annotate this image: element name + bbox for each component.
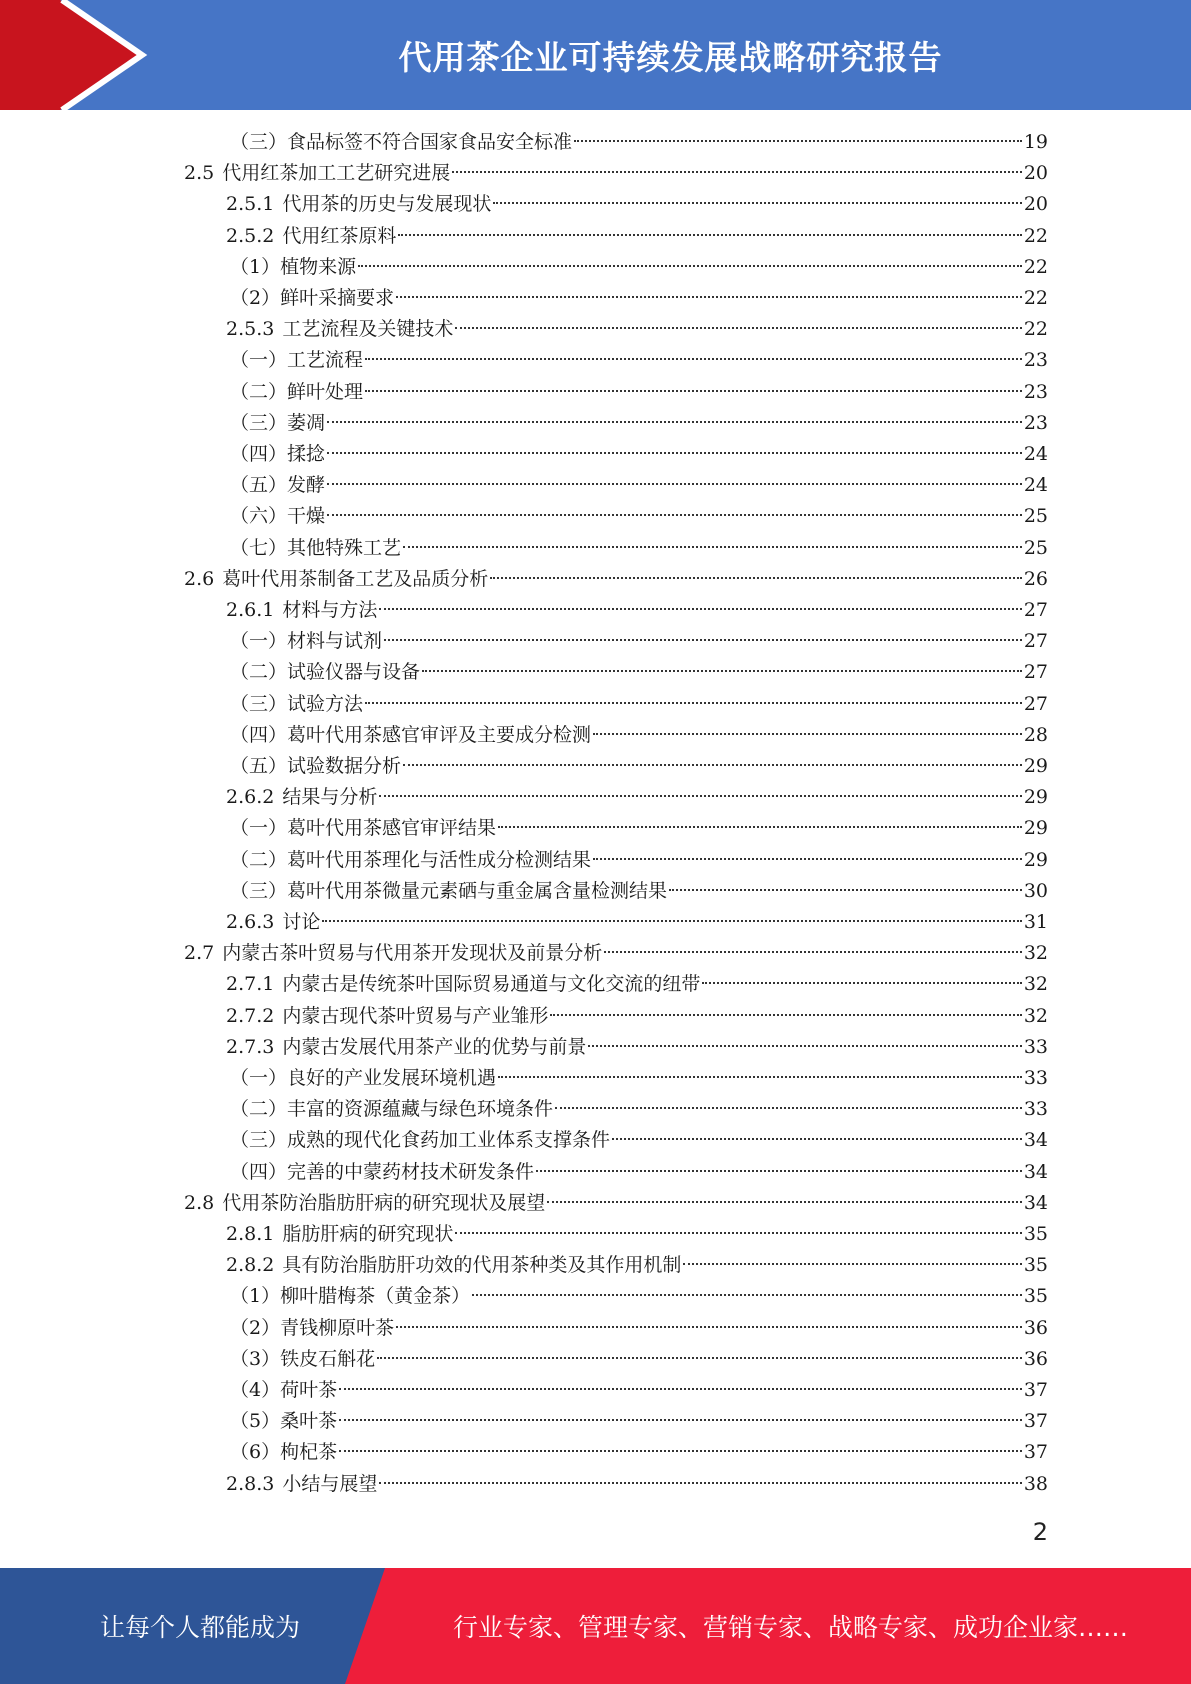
toc-entry-title: 代用红茶加工工艺研究进展 — [222, 162, 451, 185]
toc-entry-page: 22 — [1023, 255, 1048, 278]
toc-entry-title: 结果与分析 — [282, 786, 378, 809]
toc-entry-number: 2.8.2 — [226, 1254, 275, 1277]
toc-dot-leader — [490, 577, 1022, 579]
toc-entry-number: 2.5.2 — [226, 224, 275, 247]
toc-entry-page: 34 — [1023, 1129, 1048, 1152]
toc-entry[interactable] — [230, 1157, 1048, 1188]
toc-entry-number: 2.7.2 — [226, 1004, 275, 1027]
toc-dot-leader — [555, 1107, 1022, 1109]
toc-entry-title: （2）鲜叶采摘要求 — [230, 287, 395, 309]
toc-entry-page: 24 — [1023, 443, 1048, 465]
toc-dot-leader — [403, 546, 1022, 548]
toc-entry-page: 29 — [1023, 817, 1048, 840]
toc-entry-page: 37 — [1023, 1410, 1048, 1433]
toc-entry-page: 22 — [1023, 224, 1048, 247]
toc-entry-title: 内蒙古是传统茶叶国际贸易通道与文化交流的纽带 — [282, 973, 701, 996]
toc-entry-title: （七）其他特殊工艺 — [230, 536, 402, 559]
toc-entry-title: 具有防治脂肪肝功效的代用茶种类及其作用机制 — [282, 1254, 682, 1277]
toc-dot-leader — [327, 483, 1022, 485]
toc-dot-leader — [365, 702, 1022, 704]
toc-dot-leader — [550, 1014, 1021, 1016]
toc-entry-page: 22 — [1023, 287, 1048, 309]
toc-entry-page: 27 — [1023, 661, 1048, 684]
toc-entry[interactable] — [230, 626, 1048, 657]
toc-dot-leader — [536, 1170, 1022, 1172]
toc-entry-title: 代用茶防治脂肪肝病的研究现状及展望 — [222, 1191, 546, 1214]
toc-entry-page: 31 — [1023, 911, 1048, 933]
toc-entry-page: 29 — [1023, 786, 1048, 809]
toc-dot-leader — [339, 1419, 1022, 1421]
toc-dot-leader — [498, 826, 1022, 828]
toc-entry-page: 24 — [1023, 474, 1048, 497]
toc-entry-page: 33 — [1023, 1035, 1048, 1058]
toc-entry-number: 2.7.3 — [226, 1035, 275, 1058]
toc-entry[interactable] — [184, 938, 1048, 969]
toc-entry-title: 材料与方法 — [282, 599, 378, 621]
toc-entry-page: 36 — [1023, 1316, 1048, 1339]
toc-entry-title: （五）发酵 — [230, 474, 326, 497]
footer-banner — [0, 1568, 1191, 1684]
toc-dot-leader — [422, 670, 1022, 672]
toc-entry-page: 37 — [1023, 1379, 1048, 1401]
toc-entry-title: （一）材料与试剂 — [230, 630, 383, 653]
toc-entry[interactable] — [230, 377, 1048, 408]
toc-dot-leader — [384, 639, 1022, 641]
toc-entry-page: 22 — [1023, 318, 1048, 341]
toc-dot-leader — [702, 982, 1021, 984]
toc-dot-leader — [472, 1294, 1022, 1296]
toc-dot-leader — [669, 889, 1022, 891]
toc-entry[interactable] — [230, 252, 1048, 283]
toc-dot-leader — [612, 1138, 1022, 1140]
toc-entry-page: 25 — [1023, 536, 1048, 559]
toc-entry-page: 27 — [1023, 630, 1048, 653]
toc-entry-title: （三）食品标签不符合国家食品安全标准 — [230, 131, 573, 153]
toc-entry-title: （三）试验方法 — [230, 692, 364, 715]
toc-entry-title: （三）成熟的现代化食药加工业体系支撑条件 — [230, 1129, 611, 1152]
toc-entry-number: 2.5 — [184, 162, 215, 185]
toc-entry[interactable] — [230, 1281, 1048, 1312]
toc-entry-page: 29 — [1023, 755, 1048, 777]
toc-dot-leader — [339, 1388, 1022, 1390]
toc-entry[interactable] — [230, 813, 1048, 844]
toc-dot-leader — [455, 327, 1021, 329]
toc-entry-page: 29 — [1023, 848, 1048, 871]
toc-entry[interactable] — [230, 1437, 1048, 1468]
toc-entry-page: 30 — [1023, 879, 1048, 902]
toc-entry-number: 2.8.3 — [226, 1472, 275, 1495]
toc-entry-page: 35 — [1023, 1285, 1048, 1308]
toc-entry[interactable] — [230, 845, 1048, 876]
toc-dot-leader — [547, 1201, 1022, 1203]
toc-entry[interactable] — [184, 564, 1048, 595]
toc-entry[interactable] — [230, 1063, 1048, 1094]
toc-entry-title: （三）葛叶代用茶微量元素硒与重金属含量检测结果 — [230, 879, 668, 902]
toc-entry[interactable] — [230, 1344, 1048, 1375]
toc-dot-leader — [358, 265, 1022, 267]
toc-entry-number: 2.6 — [184, 567, 215, 590]
toc-entry-number: 2.8.1 — [226, 1223, 275, 1245]
toc-entry-title: （2）青钱柳原叶茶 — [230, 1316, 395, 1339]
toc-entry[interactable] — [230, 657, 1048, 688]
toc-entry-title: （四）葛叶代用茶感官审评及主要成分检测 — [230, 723, 592, 746]
toc-entry-page: 33 — [1023, 1067, 1048, 1089]
toc-entry-title: 小结与展望 — [282, 1472, 378, 1495]
toc-entry[interactable] — [230, 1375, 1048, 1406]
toc-entry[interactable] — [230, 127, 1048, 158]
toc-entry[interactable] — [226, 1469, 1048, 1500]
toc-entry-title: 葛叶代用茶制备工艺及品质分析 — [222, 567, 489, 590]
toc-entry-page: 34 — [1023, 1191, 1048, 1214]
toc-dot-leader — [379, 608, 1021, 610]
toc-entry[interactable] — [226, 189, 1048, 220]
footer-slogan-left: 让每个人都能成为 — [99, 1613, 300, 1642]
toc-entry-title: （四）完善的中蒙药材技术研发条件 — [230, 1160, 535, 1183]
footer-slogan-right: 行业专家、管理专家、营销专家、战略专家、成功企业家…… — [452, 1613, 1128, 1642]
toc-entry[interactable] — [226, 782, 1048, 813]
toc-entry[interactable] — [226, 1250, 1048, 1281]
toc-dot-leader — [377, 1357, 1022, 1359]
toc-entry-number: 2.8 — [184, 1191, 215, 1214]
toc-entry-title: （一）工艺流程 — [230, 349, 364, 372]
toc-entry-page: 38 — [1023, 1472, 1048, 1495]
toc-entry[interactable] — [230, 408, 1048, 439]
toc-entry-page: 26 — [1023, 567, 1048, 590]
toc-dot-leader — [398, 234, 1021, 236]
toc-entry-title: 讨论 — [282, 911, 321, 933]
toc-entry[interactable] — [230, 470, 1048, 501]
toc-entry-page: 20 — [1023, 193, 1048, 216]
toc-dot-leader — [593, 858, 1022, 860]
toc-dot-leader — [327, 452, 1022, 454]
toc-entry-title: 脂肪肝病的研究现状 — [282, 1223, 454, 1245]
toc-entry-page: 32 — [1023, 942, 1048, 965]
toc-entry-page: 28 — [1023, 723, 1048, 746]
toc-entry-title: 内蒙古现代茶叶贸易与产业雏形 — [282, 1004, 549, 1027]
page-number: 2 — [1032, 1518, 1048, 1546]
toc-entry-number: 2.6.2 — [226, 786, 275, 809]
toc-entry[interactable] — [230, 1125, 1048, 1156]
toc-dot-leader — [683, 1263, 1021, 1265]
toc-entry-title: （4）荷叶茶 — [230, 1379, 338, 1401]
toc-entry-number: 2.5.1 — [226, 193, 275, 216]
toc-dot-leader — [396, 296, 1022, 298]
toc-dot-leader — [396, 1326, 1022, 1328]
toc-entry[interactable] — [230, 345, 1048, 376]
toc-entry-number: 2.7.1 — [226, 973, 275, 996]
toc-entry-number: 2.6.1 — [226, 599, 275, 621]
toc-dot-leader — [593, 733, 1022, 735]
toc-entry-title: （四）揉捻 — [230, 443, 326, 465]
toc-entry-page: 20 — [1023, 162, 1048, 185]
toc-entry-number: 2.7 — [184, 942, 215, 965]
toc-entry[interactable] — [226, 907, 1048, 938]
toc-entry-title: （3）铁皮石斛花 — [230, 1347, 376, 1370]
report-title: 代用茶企业可持续发展战略研究报告 — [398, 37, 943, 77]
toc-entry-title: （二）鲜叶处理 — [230, 380, 364, 403]
toc-entry-title: （二）葛叶代用茶理化与活性成分检测结果 — [230, 848, 592, 871]
toc-entry[interactable] — [226, 314, 1048, 345]
toc-entry[interactable] — [230, 1094, 1048, 1125]
toc-dot-leader — [574, 140, 1022, 142]
toc-entry[interactable] — [230, 751, 1048, 782]
toc-entry[interactable] — [226, 1219, 1048, 1250]
toc-entry[interactable] — [226, 1001, 1048, 1032]
toc-dot-leader — [327, 421, 1022, 423]
toc-entry-title: （六）干燥 — [230, 505, 326, 528]
toc-entry-title: 内蒙古发展代用茶产业的优势与前景 — [282, 1035, 587, 1058]
toc-entry-title: 内蒙古茶叶贸易与代用茶开发现状及前景分析 — [222, 942, 603, 965]
toc-entry-title: （5）桑叶茶 — [230, 1410, 338, 1433]
toc-dot-leader — [379, 1482, 1021, 1484]
toc-entry[interactable] — [226, 595, 1048, 626]
toc-entry[interactable] — [226, 1032, 1048, 1063]
toc-dot-leader — [322, 920, 1021, 922]
toc-entry-page: 35 — [1023, 1254, 1048, 1277]
toc-dot-leader — [327, 514, 1022, 516]
toc-entry-title: （一）葛叶代用茶感官审评结果 — [230, 817, 497, 840]
toc-entry-title: （五）试验数据分析 — [230, 755, 402, 777]
report-header — [0, 0, 1191, 110]
toc-dot-leader — [379, 795, 1021, 797]
toc-entry-title: （三）萎凋 — [230, 411, 326, 434]
toc-entry-page: 32 — [1023, 973, 1048, 996]
toc-entry-title: （二）丰富的资源蕴藏与绿色环境条件 — [230, 1098, 554, 1121]
toc-entry-page: 23 — [1023, 411, 1048, 434]
toc-entry-title: （一）良好的产业发展环境机遇 — [230, 1067, 497, 1089]
toc-dot-leader — [365, 358, 1022, 360]
toc-entry-number: 2.5.3 — [226, 318, 275, 341]
toc-entry[interactable] — [230, 1313, 1048, 1344]
toc-entry[interactable] — [230, 1406, 1048, 1437]
toc-entry-page: 33 — [1023, 1098, 1048, 1121]
toc-entry[interactable] — [184, 1188, 1048, 1219]
toc-entry-page: 34 — [1023, 1160, 1048, 1183]
toc-entry-page: 23 — [1023, 349, 1048, 372]
toc-dot-leader — [493, 202, 1021, 204]
toc-entry[interactable] — [230, 439, 1048, 470]
toc-entry[interactable] — [230, 689, 1048, 720]
toc-entry[interactable] — [230, 533, 1048, 564]
toc-entry-page: 25 — [1023, 505, 1048, 528]
toc-entry[interactable] — [226, 221, 1048, 252]
toc-entry-title: （1）植物来源 — [230, 255, 357, 278]
toc-entry-page: 37 — [1023, 1441, 1048, 1464]
toc-entry-title: （6）枸杞茶 — [230, 1441, 338, 1464]
toc-dot-leader — [452, 171, 1022, 173]
toc-entry[interactable] — [230, 876, 1048, 907]
toc-entry-page: 23 — [1023, 380, 1048, 403]
toc-entry-page: 32 — [1023, 1004, 1048, 1027]
toc-dot-leader — [588, 1045, 1021, 1047]
toc-dot-leader — [455, 1232, 1021, 1234]
toc-dot-leader — [604, 951, 1022, 953]
toc-entry-title: 代用红茶原料 — [282, 224, 397, 247]
toc-entry[interactable] — [226, 969, 1048, 1000]
toc-entry[interactable] — [230, 501, 1048, 532]
toc-dot-leader — [403, 764, 1022, 766]
toc-entry-page: 19 — [1023, 131, 1048, 153]
toc-entry[interactable] — [184, 158, 1048, 189]
toc-entry-title: （1）柳叶腊梅茶（黄金茶） — [230, 1285, 471, 1308]
toc-dot-leader — [339, 1450, 1022, 1452]
toc-entry-number: 2.6.3 — [226, 911, 275, 933]
toc-dot-leader — [365, 390, 1022, 392]
toc-entry-page: 27 — [1023, 692, 1048, 715]
toc-entry[interactable] — [230, 720, 1048, 751]
toc-entry-page: 27 — [1023, 599, 1048, 621]
toc-entry-page: 36 — [1023, 1347, 1048, 1370]
red-chevron-logo — [0, 0, 160, 110]
toc-entry[interactable] — [230, 283, 1048, 314]
toc-entry-title: 代用茶的历史与发展现状 — [282, 193, 492, 216]
toc-entry-title: （二）试验仪器与设备 — [230, 661, 421, 684]
toc-entry-title: 工艺流程及关键技术 — [282, 318, 454, 341]
toc-dot-leader — [498, 1076, 1022, 1078]
toc-entry-page: 35 — [1023, 1223, 1048, 1245]
